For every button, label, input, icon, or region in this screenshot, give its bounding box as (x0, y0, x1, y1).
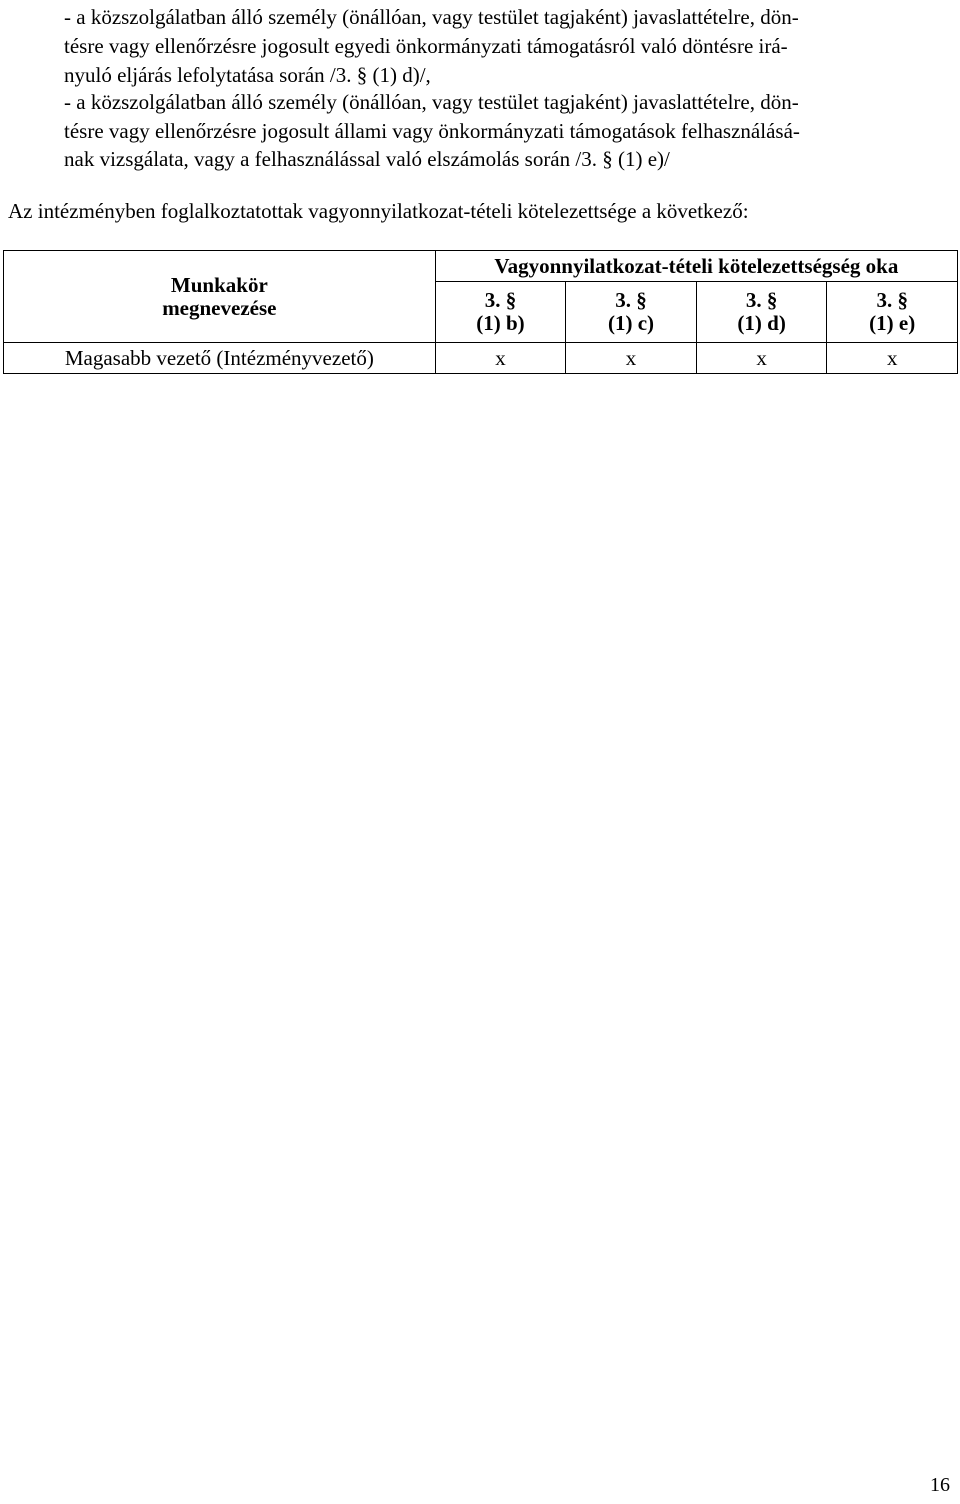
mark-cell: x (566, 343, 697, 374)
column-header-line1: 3. § (615, 288, 647, 312)
mark-cell: x (435, 343, 566, 374)
group-header-cell: Vagyonnyilatkozat-tételi kötelezettségség oka (435, 251, 957, 282)
column-header-d (696, 282, 827, 343)
table-header-row (4, 251, 958, 282)
role-header-cell (4, 251, 436, 343)
column-header-c (566, 282, 697, 343)
mark-cell: x (827, 343, 958, 374)
paragraph-line: nak vizsgálata, vagy a felhasználással való elszámolás során /3. § (1) e)/ (64, 147, 670, 171)
role-header-line1: Munkakör (170, 272, 268, 297)
paragraph-line: - a közszolgálatban álló személy (önállóan, vagy testület tagjaként) javaslattételre, dön- (64, 90, 799, 114)
column-header-line1: 3. § (876, 288, 908, 312)
column-header-line2: (1) c) (608, 311, 655, 335)
column-header-line2: (1) d) (737, 311, 786, 335)
column-header-b (435, 282, 566, 343)
paragraph-line: - a közszolgálatban álló személy (önállóan, vagy testület tagjaként) javaslattételre, dön- (64, 5, 799, 29)
column-header-e (827, 282, 958, 343)
paragraph-line: tésre vagy ellenőrzésre jogosult állami vagy önkormányzati támogatások felhasználásá- (64, 119, 800, 143)
paragraph-line: nyuló eljárás lefolytatása során /3. § (1) d)/, (64, 63, 431, 87)
paragraph-line: tésre vagy ellenőrzésre jogosult egyedi önkormányzati támogatásról való döntésre irá- (64, 34, 788, 58)
table-row (4, 343, 958, 374)
column-header-line2: (1) e) (869, 311, 916, 335)
role-header-line2: megnevezése (162, 295, 277, 320)
page-number: 16 (930, 1474, 950, 1496)
column-header-line1: 3. § (745, 288, 778, 312)
column-header-line2: (1) b) (476, 311, 525, 335)
mark-cell: x (696, 343, 827, 374)
role-cell: Magasabb vezető (Intézményvezető) (4, 343, 436, 374)
asset-declaration-table (3, 250, 958, 374)
table-intro-text: Az intézményben foglalkoztatottak vagyonnyilatkozat-tételi kötelezettsége a következő: (8, 199, 749, 223)
column-header-line1: 3. § (484, 288, 517, 312)
